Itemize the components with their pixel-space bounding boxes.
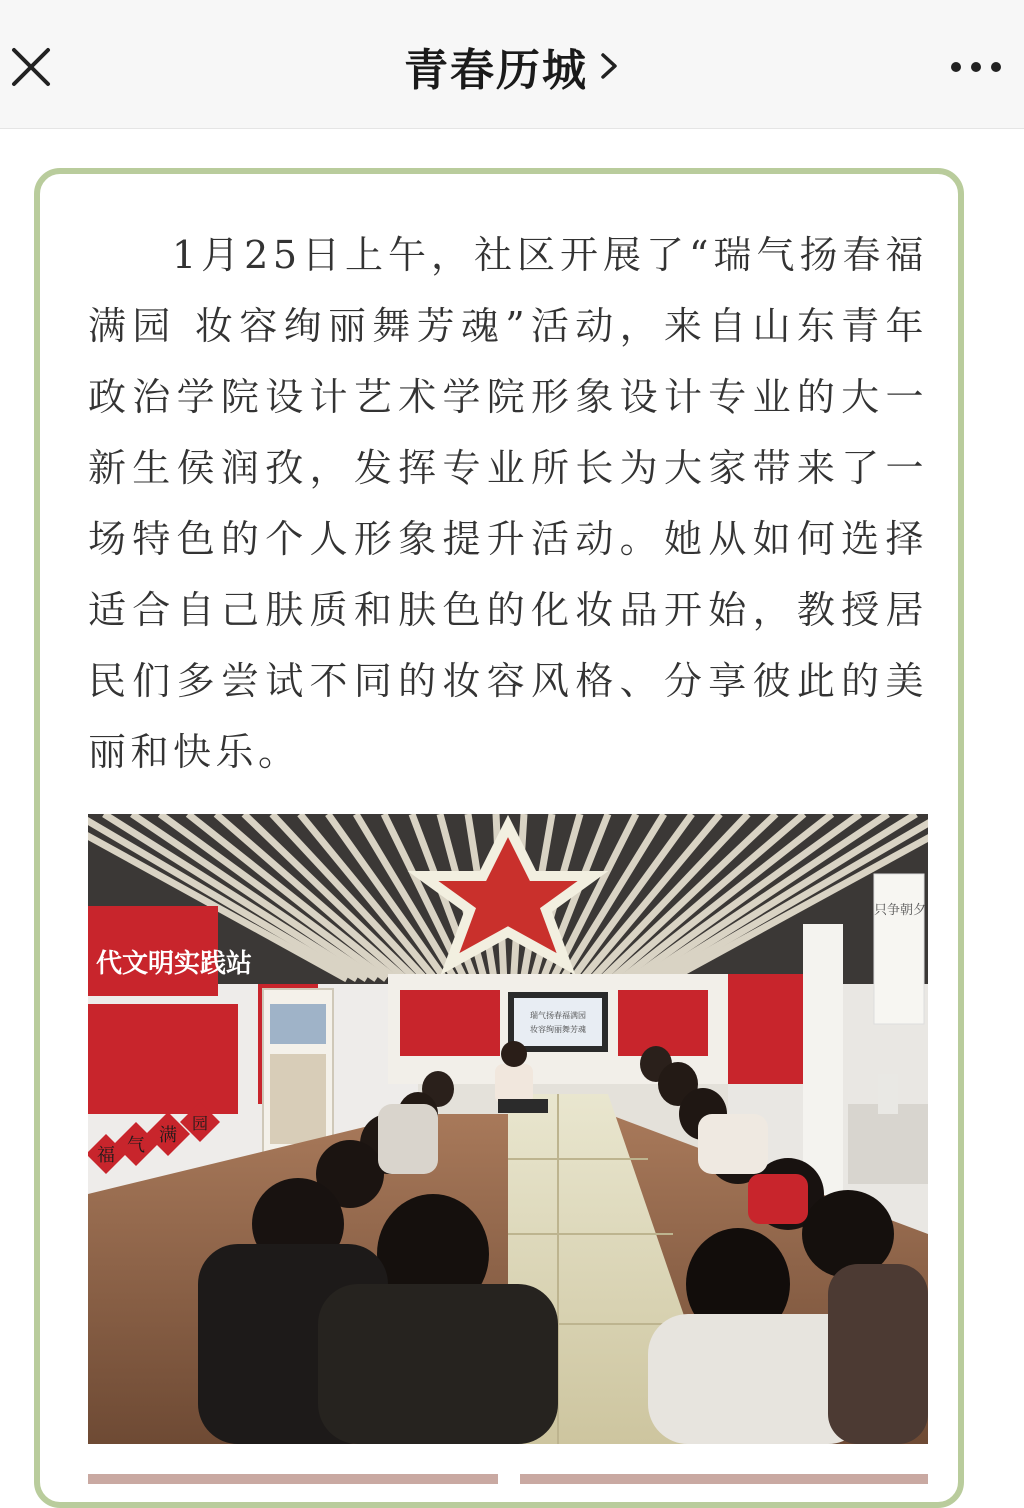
top-bar bbox=[0, 0, 1024, 129]
account-title-link[interactable] bbox=[0, 36, 1024, 96]
article-card bbox=[34, 168, 964, 1508]
event-photo-drawing bbox=[88, 814, 928, 1444]
couplet-char-3: 满 bbox=[159, 1125, 177, 1146]
screen-text: 瑞气扬春福满园 bbox=[530, 1011, 586, 1020]
article-paragraph: 1月25日上午，社区开展了“瑞气扬春福满园 妆容绚丽舞芳魂”活动，来自山东青年政治学院设计艺术学院形象设计专业的大一新生侯润孜，发挥专业所长为大家带来了一场特色的个人形象提升活动。她从如何选择适合自己肤质和肤色的化妆品开始，教授居民们多尝试不同的妆容风格、分享彼此的美丽和快乐。 bbox=[88, 233, 928, 774]
event-photo[interactable] bbox=[88, 814, 928, 1444]
chevron-right-icon bbox=[598, 51, 620, 81]
banner-text: 代文明实践站 bbox=[96, 949, 253, 979]
scroll-text: 只争朝夕 bbox=[873, 903, 927, 918]
page-title: 青春历城 bbox=[404, 45, 588, 96]
couplet-char-1: 福 bbox=[97, 1145, 115, 1166]
couplet-char-4: 园 bbox=[191, 1114, 209, 1133]
couplet-char-2: 气 bbox=[127, 1135, 145, 1156]
screen-text-2: 妆容绚丽舞芳魂 bbox=[530, 1025, 586, 1034]
more-icon[interactable] bbox=[944, 50, 1008, 84]
